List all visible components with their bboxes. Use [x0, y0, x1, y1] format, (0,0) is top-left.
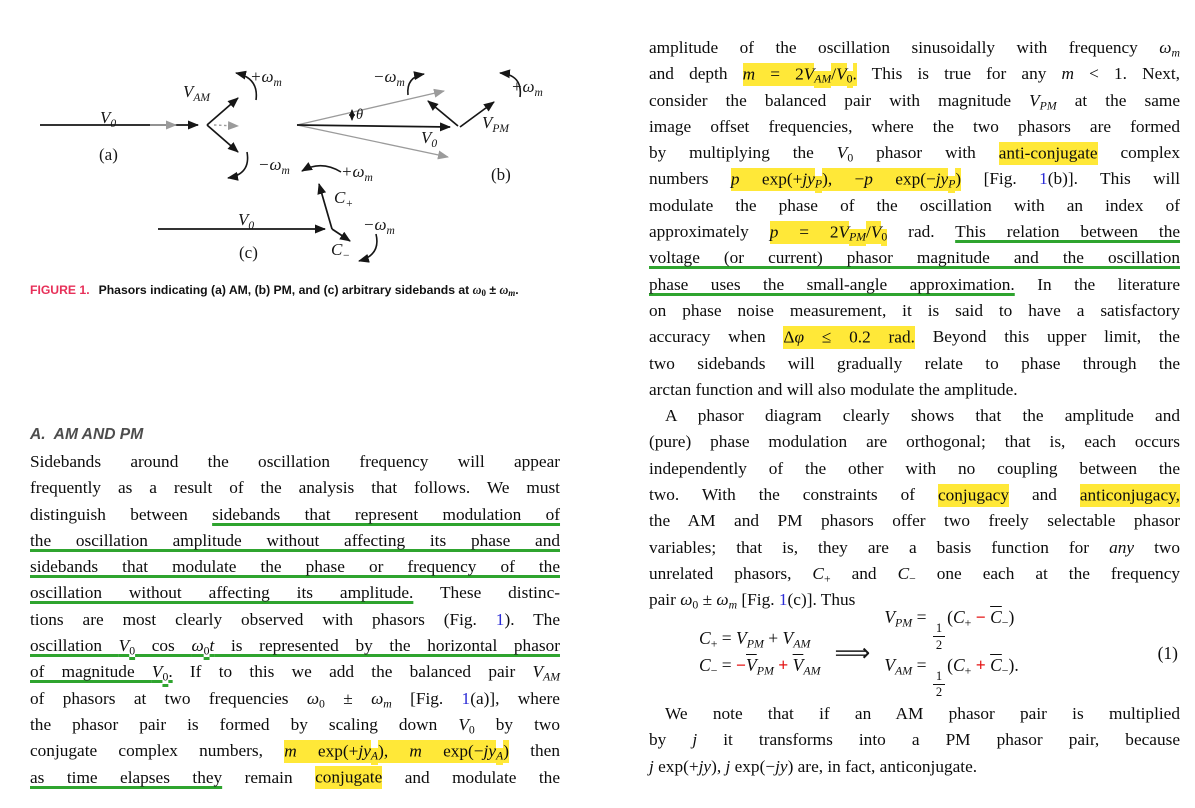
text-segment: 0: [203, 644, 210, 658]
text-segment: exp(−: [730, 756, 776, 776]
rotation-arrow-plus-omega-c: [302, 166, 341, 172]
text-segment: ).: [1008, 654, 1019, 675]
text-segment: ω: [499, 283, 509, 297]
text-segment: m: [743, 63, 755, 86]
text-segment: [Fig.: [961, 169, 1040, 189]
text-segment: exp(−: [873, 168, 936, 191]
label-c-minus: $C_-$: [331, 240, 351, 262]
text-segment: conjugate complex numbers,: [30, 741, 285, 761]
text-segment: Sidebands around the oscillation frequency will appear: [30, 452, 560, 471]
label-minus-omega-c: $-\omega_m$: [363, 215, 395, 237]
text-segment: is represented by the horizontal phasor: [214, 636, 560, 656]
text-segment: ω: [306, 688, 320, 708]
text-segment: p: [731, 168, 740, 191]
text-segment: V: [1029, 90, 1040, 110]
text-segment: by two: [474, 714, 560, 734]
text-line: [649, 508, 1180, 534]
text-segment: V: [118, 636, 130, 656]
rotation-arrow-minus-omega-a: [228, 152, 248, 178]
text-segment: j: [725, 756, 731, 776]
text-segment: P: [815, 176, 822, 193]
text-line: [30, 554, 560, 580]
text-segment: +: [964, 662, 972, 677]
text-segment: −: [1001, 662, 1009, 677]
text-segment: j: [692, 730, 698, 750]
text-segment: =: [717, 627, 737, 648]
text-segment: by: [649, 730, 693, 750]
equation-1: [649, 607, 1180, 700]
text-segment: by multiplying the: [649, 143, 837, 163]
text-segment: on phase noise measurement, it is said to have a satisfactory: [649, 300, 1180, 320]
text-segment: 0: [468, 723, 475, 737]
text-segment: = 2: [778, 221, 838, 244]
text-segment: ±: [485, 283, 500, 297]
text-segment: C: [699, 655, 711, 675]
fraction: $\frac{1}{2}$: [933, 622, 945, 651]
text-segment: $\overline{C}$: [990, 654, 1002, 675]
text-segment: then: [508, 741, 560, 761]
text-segment: V: [884, 654, 896, 675]
text-segment: jy: [358, 740, 370, 763]
text-segment: V: [804, 63, 815, 86]
text-segment: /: [831, 63, 836, 86]
text-line: [30, 738, 560, 764]
text-line: [649, 298, 1180, 324]
text-line: [649, 754, 1180, 780]
text-segment: at the same: [1056, 90, 1180, 110]
label-theta: θ: [356, 107, 364, 123]
text-segment: rad.: [887, 222, 956, 242]
equation-number: (1): [1157, 642, 1178, 663]
text-line: [649, 245, 1180, 271]
text-segment: −: [710, 663, 718, 678]
text-segment: jy: [936, 168, 948, 191]
text-segment: pair: [649, 590, 681, 610]
text-segment: ω: [191, 636, 204, 656]
text-line: [30, 659, 560, 685]
rotation-arrow-minus-omega-c: [359, 234, 377, 261]
text-segment: 0: [481, 288, 486, 298]
text-line: [649, 114, 1180, 140]
text-segment: phasor with: [853, 143, 999, 163]
text-segment: distinguish between: [30, 504, 213, 524]
text-segment: .: [853, 63, 857, 86]
text-segment: and depth: [649, 64, 743, 84]
text-segment: +: [971, 654, 991, 675]
text-segment: m: [284, 740, 296, 763]
text-line: [30, 528, 560, 554]
text-line: [649, 88, 1180, 114]
text-segment: This relation between the: [955, 222, 1181, 242]
figure-ref-link[interactable]: 1: [495, 609, 505, 629]
text-segment: PM: [746, 636, 764, 650]
text-segment: V: [884, 607, 896, 628]
text-segment: jy: [698, 756, 712, 776]
text-segment: 0: [319, 696, 325, 710]
text-segment: m: [383, 696, 392, 710]
text-segment: −: [736, 655, 747, 675]
text-segment: as time elapses they: [30, 767, 223, 787]
text-segment: ): [955, 168, 961, 191]
text-line: [649, 61, 1180, 87]
text-segment: and modulate the: [382, 767, 560, 787]
text-segment: ω: [1159, 38, 1172, 57]
text-segment: P: [948, 176, 955, 193]
text-segment: ω: [716, 590, 729, 610]
text-segment: 0: [881, 229, 887, 246]
text-segment: C: [952, 654, 965, 675]
text-line: [649, 403, 1180, 429]
text-segment: of phasors at two frequencies: [30, 688, 307, 708]
text-line: [649, 482, 1180, 508]
text-segment: These distinc-: [413, 583, 560, 603]
text-segment: C: [699, 627, 711, 648]
text-segment: m: [1061, 64, 1074, 84]
text-line: [30, 449, 560, 475]
text-segment: ω: [371, 688, 384, 708]
text-segment: (: [947, 654, 953, 675]
gray-ray-upper-b: [297, 91, 444, 125]
text-segment: (: [947, 607, 953, 628]
text-segment: ω: [472, 283, 482, 297]
text-segment: exp(−: [422, 740, 484, 763]
text-segment: AM: [793, 636, 811, 650]
label-v0-b: $V_0$: [421, 128, 438, 150]
text-line: [649, 561, 1180, 587]
text-segment: +: [964, 615, 972, 630]
text-segment: Beyond this upper limit, the: [914, 327, 1180, 347]
text-segment: p: [864, 168, 873, 191]
phasor-v0-b: [297, 125, 450, 127]
text-segment: A phasor diagram clearly shows that the amplitude and: [665, 406, 1180, 426]
text-segment: conjugacy: [938, 484, 1009, 507]
eq-v-am: [884, 655, 1018, 699]
text-line: [649, 193, 1180, 219]
text-segment: $\overline{V}$: [746, 655, 757, 675]
text-segment: oscillation: [30, 636, 119, 656]
text-segment: m: [1171, 46, 1180, 60]
text-segment: A: [496, 748, 503, 765]
text-segment: +: [823, 572, 831, 586]
implies-arrow: ⟹: [834, 640, 871, 667]
text-segment: p: [770, 221, 779, 244]
text-segment: anti-conjugate: [999, 142, 1098, 165]
eq-v-pm: [884, 607, 1018, 651]
text-segment: frequently as a result of the analysis that follows. We must: [30, 478, 560, 498]
text-segment: We note that if an AM phasor pair is multiplied: [665, 704, 1180, 723]
text-segment: V: [836, 143, 848, 163]
text-segment: it transforms into a PM phasor pair, because: [697, 730, 1180, 750]
text-line: [30, 765, 560, 791]
text-segment: exp(+: [297, 740, 359, 763]
text-segment: AM: [895, 662, 913, 677]
text-segment: C: [897, 563, 910, 583]
text-segment: ±: [698, 590, 717, 610]
text-line: [30, 580, 560, 606]
figure-ref-link[interactable]: 1: [461, 688, 471, 708]
text-segment: and: [1008, 485, 1080, 505]
text-segment: amplitude of the oscillation sinusoidally with frequency: [649, 38, 1160, 57]
text-segment: V: [836, 63, 847, 86]
text-segment: [Fig.: [737, 590, 779, 610]
text-segment: jy: [775, 756, 788, 776]
text-segment: two sidebands will gradually relate to phase through the: [649, 353, 1180, 373]
figure-1: [0, 46, 560, 282]
label-c-plus: $C_+$: [334, 188, 354, 210]
text-segment: φ: [795, 326, 805, 349]
text-segment: V: [458, 714, 469, 734]
text-segment: unrelated phasors,: [649, 563, 813, 583]
label-c: (c): [239, 243, 258, 262]
text-segment: C: [952, 607, 965, 628]
text-segment: complex: [1097, 143, 1180, 163]
text-line: [649, 377, 1180, 403]
figure-caption: [30, 283, 590, 298]
text-segment: 0: [129, 644, 136, 658]
text-segment: +: [710, 636, 718, 650]
text-line: [649, 727, 1180, 753]
label-plus-omega-c: $+\omega_m$: [341, 162, 373, 184]
text-line: [649, 429, 1180, 455]
text-segment: one each at the frequency: [915, 563, 1181, 583]
text-segment: independently of the other with no coupling between the: [649, 458, 1180, 478]
text-segment: .: [515, 283, 519, 297]
label-minus-omega-a: $-\omega_m$: [258, 155, 290, 177]
text-segment: conjugate: [315, 766, 382, 789]
text-segment: (pure) phase modulation are orthogonal; that is, each occurs: [649, 432, 1180, 452]
figure-ref-link[interactable]: 1: [778, 590, 788, 610]
text-segment: −: [909, 572, 916, 586]
text-segment: cos: [135, 636, 192, 656]
text-line: [30, 607, 560, 633]
text-segment: (a)], where: [470, 688, 560, 708]
text-segment: t: [209, 636, 215, 656]
text-segment: the phasor pair is formed by scaling down: [30, 714, 459, 734]
text-segment: two: [1134, 537, 1181, 557]
text-segment: PM: [895, 615, 913, 630]
text-segment: image offset frequencies, where the two phasors are formed: [649, 116, 1180, 136]
text-segment: 0: [692, 598, 699, 612]
text-segment: phase uses the small-angle approximation.: [649, 274, 1015, 294]
text-segment: 0: [162, 670, 169, 684]
text-segment: ω: [680, 590, 693, 610]
text-segment: m: [508, 288, 516, 298]
text-segment: −: [1001, 615, 1009, 630]
text-segment: AM: [814, 71, 831, 88]
text-segment: .: [168, 662, 173, 682]
text-segment: the AM and PM phasors offer two freely selectable phasor: [649, 511, 1180, 531]
label-plus-omega-b: $+\omega_m$: [511, 77, 543, 99]
text-segment: In the literature: [1014, 274, 1180, 294]
text-segment: the oscillation amplitude without affecting its phase and: [30, 530, 560, 550]
fraction: $\frac{1}{2}$: [933, 670, 945, 699]
text-segment: V: [839, 221, 850, 244]
left-column-text: [30, 449, 560, 791]
text-segment: jy: [802, 168, 814, 191]
text-segment: ) are, in fact, anticonjugate.: [787, 756, 978, 776]
text-line: [30, 712, 560, 738]
text-segment: 0: [847, 151, 854, 165]
text-segment: exp(+: [653, 756, 699, 776]
text-segment: C: [812, 563, 824, 583]
section-heading: A. AM AND PM: [30, 426, 144, 443]
text-segment: AM: [543, 670, 561, 684]
eq-c-plus: [699, 628, 821, 651]
label-plus-omega-a: $+\omega_m$: [250, 67, 282, 89]
text-segment: ),: [711, 756, 726, 776]
text-segment: ≤ 0.2 rad.: [804, 326, 915, 349]
text-segment: ), −: [822, 168, 864, 191]
text-segment: /: [866, 221, 871, 244]
text-segment: sidebands that represent modulation of: [212, 504, 561, 524]
text-segment: oscillation without affecting its amplitude.: [30, 583, 414, 603]
text-line: [649, 456, 1180, 482]
text-segment: (b)]. This will: [1047, 169, 1180, 189]
text-segment: ±: [324, 688, 372, 708]
text-segment: If to this we add the balanced pair: [172, 662, 533, 682]
text-segment: remain: [222, 767, 316, 787]
text-line: [649, 272, 1180, 298]
text-line: [649, 701, 1180, 727]
phasor-gray-dotted-a: [214, 125, 238, 126]
text-segment: j: [649, 756, 654, 776]
text-segment: =: [912, 607, 931, 628]
text-line: [649, 166, 1180, 192]
right-column-text: [649, 35, 1180, 614]
eq-c-minus: [699, 655, 821, 678]
text-segment: FIGURE 1.: [30, 283, 90, 297]
label-b: (b): [491, 165, 511, 184]
text-segment: −: [971, 607, 991, 628]
text-segment: < 1. Next,: [1074, 64, 1180, 84]
text-line: [649, 535, 1180, 561]
text-line: [30, 502, 560, 528]
text-segment: [Fig.: [391, 688, 462, 708]
text-segment: anticonjugacy,: [1080, 484, 1180, 507]
text-line: [649, 140, 1180, 166]
text-segment: m: [409, 740, 421, 763]
text-segment: accuracy when: [649, 327, 784, 347]
label-minus-omega-b: $-\omega_m$: [373, 67, 405, 89]
text-segment: AM: [803, 663, 821, 678]
text-segment: consider the balanced pair with magnitude: [649, 90, 1030, 110]
text-segment: ): [1008, 607, 1015, 628]
text-segment: approximately: [649, 222, 770, 242]
text-segment: ),: [378, 740, 409, 763]
equation-right-system: [884, 604, 1018, 702]
text-segment: PM: [756, 663, 774, 678]
text-line: [30, 475, 560, 501]
text-segment: PM: [849, 229, 866, 246]
text-segment: V: [532, 662, 544, 682]
text-segment: variables; that is, they are a basis function for: [649, 537, 1110, 557]
text-segment: two. With the constraints of: [649, 485, 938, 505]
text-segment: This is true for any: [856, 64, 1062, 84]
text-segment: = 2: [755, 63, 804, 86]
text-segment: sidebands that modulate the phase or frequency of the: [30, 557, 560, 577]
text-segment: Phasors indicating (a) AM, (b) PM, and (c) arbitrary sidebands at: [98, 283, 473, 297]
text-line: [649, 219, 1180, 245]
phasor-vam-upper: [207, 98, 238, 125]
label-vam: $V_{AM}$: [183, 82, 210, 104]
label-a: (a): [99, 145, 118, 164]
text-segment: arctan function and will also modulate the amplitude.: [649, 379, 1018, 399]
text-line: [30, 686, 560, 712]
text-segment: tions are most clearly observed with phasors (Fig.: [30, 609, 496, 629]
text-segment: any: [1109, 537, 1135, 557]
text-segment: (c)]. Thus: [787, 590, 856, 610]
equation-left-system: [699, 624, 821, 683]
text-segment: ): [503, 740, 509, 763]
text-segment: Δ: [783, 326, 794, 349]
phasor-vam-lower: [207, 125, 238, 152]
text-segment: $\overline{C}$: [990, 607, 1002, 628]
text-segment: PM: [1039, 98, 1057, 112]
text-line: [649, 324, 1180, 350]
text-segment: exp(+: [740, 168, 803, 191]
text-segment: jy: [484, 740, 496, 763]
text-segment: m: [728, 598, 738, 612]
text-segment: A: [371, 748, 378, 765]
text-segment: V: [871, 221, 882, 244]
text-segment: V: [736, 627, 747, 648]
text-line: [649, 35, 1180, 61]
phasor-c-plus: [319, 184, 332, 229]
text-line: [30, 633, 560, 659]
right-column-text-final: [649, 701, 1180, 780]
text-line: [649, 351, 1180, 377]
label-vpm: $V_{PM}$: [482, 113, 509, 135]
text-segment: =: [717, 655, 737, 675]
text-segment: numbers: [649, 169, 731, 189]
text-segment: $\overline{V}$: [792, 655, 804, 675]
phasor-minus-omega-b: [428, 101, 458, 126]
text-segment: 0: [847, 71, 853, 88]
text-segment: +: [773, 655, 793, 675]
text-segment: and: [830, 563, 898, 583]
text-segment: +: [763, 627, 783, 648]
text-segment: =: [912, 654, 931, 675]
figure-ref-link[interactable]: 1: [1039, 169, 1048, 189]
text-segment: voltage (or current) phasor magnitude and the oscillation: [649, 248, 1180, 268]
text-segment: ). The: [504, 609, 560, 629]
text-segment: modulate the phase of the oscillation with an index of: [649, 195, 1180, 215]
rotation-arrow-minus-omega-b: [408, 74, 424, 95]
label-v0-a: $V_0$: [100, 108, 117, 130]
label-v0-c: $V_0$: [238, 210, 255, 232]
text-segment: V: [782, 627, 794, 648]
text-segment: of magnitude: [30, 662, 152, 682]
text-segment: V: [151, 662, 163, 682]
